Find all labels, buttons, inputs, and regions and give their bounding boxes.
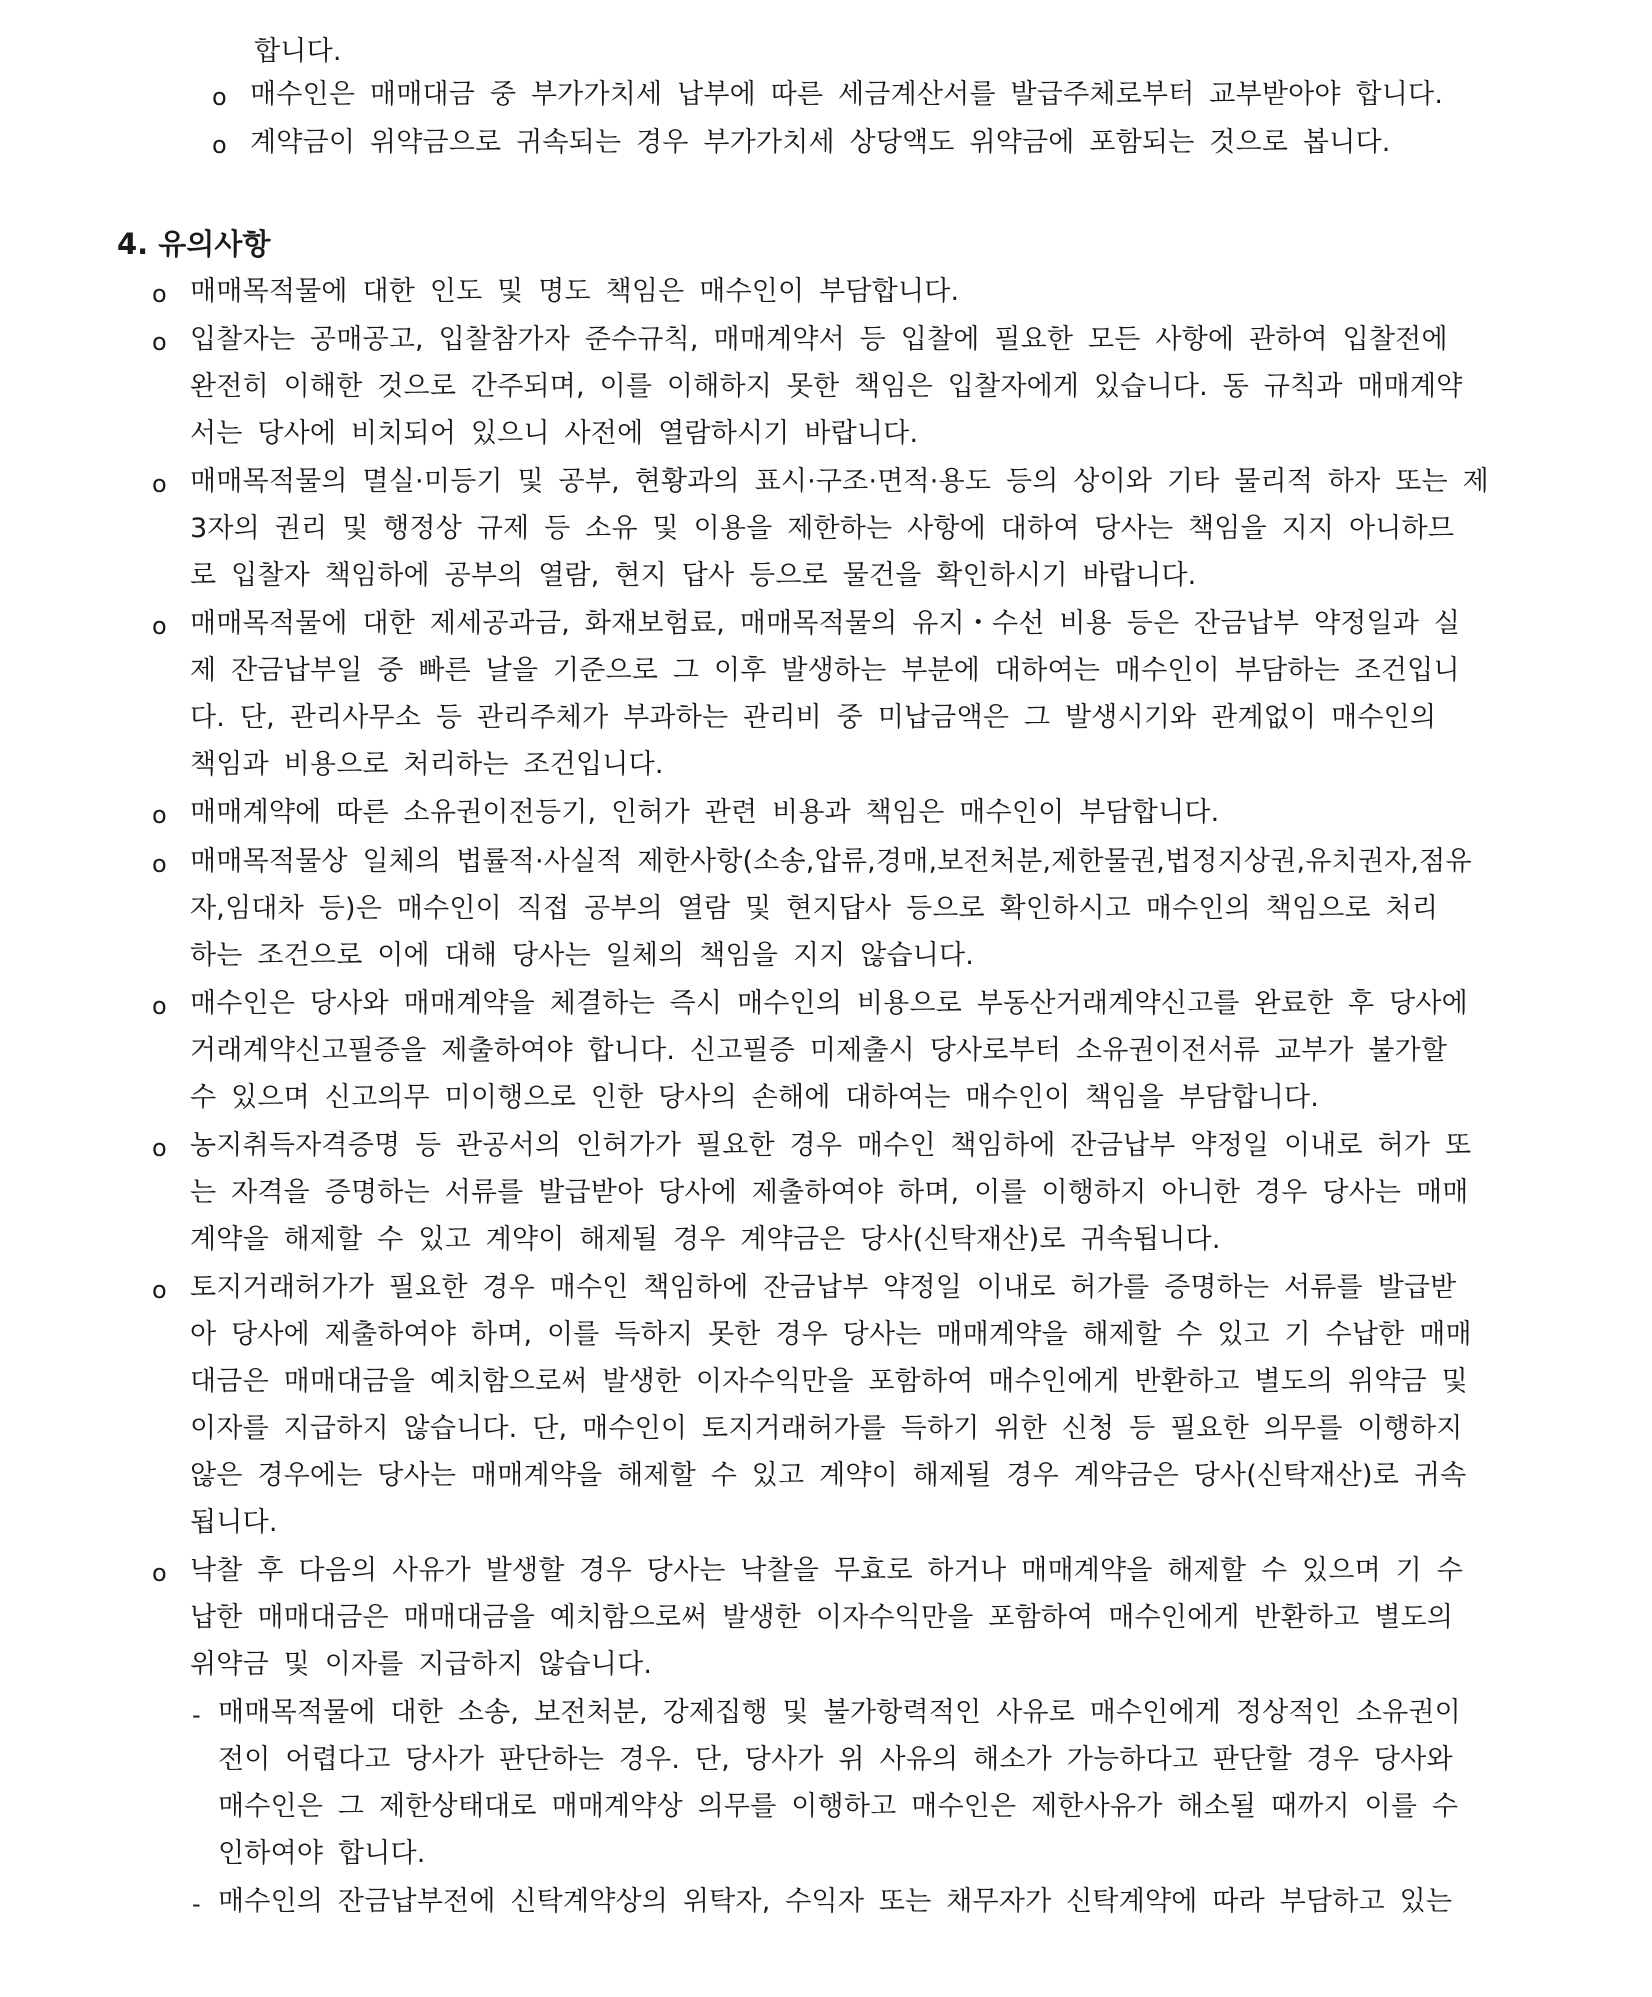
bullet-marker: o bbox=[152, 801, 167, 829]
list-item-line: 아 당사에 제출하여야 하며, 이를 득하지 못한 경우 당사는 매매계약을 해제할 수 있고 기 수납한 매매 bbox=[190, 1319, 1472, 1350]
list-item-line: 않은 경우에는 당사는 매매계약을 해제할 수 있고 계약이 해제될 경우 계약금은 당사(신탁재산)로 귀속 bbox=[190, 1460, 1467, 1491]
bullet-marker: o bbox=[152, 328, 167, 356]
list-item-line: 거래계약신고필증을 제출하여야 합니다. 신고필증 미제출시 당사로부터 소유권이전서류 교부가 불가할 bbox=[190, 1035, 1448, 1066]
sub-item-line: 매수인의 잔금납부전에 신탁계약상의 위탁자, 수익자 또는 채무자가 신탁계약에 따라 부담하고 있는 bbox=[218, 1886, 1453, 1917]
list-item-line: 매수인은 당사와 매매계약을 체결하는 즉시 매수인의 비용으로 부동산거래계약신고를 완료한 후 당사에 bbox=[190, 988, 1468, 1019]
bullet-marker: o bbox=[152, 992, 167, 1020]
list-item-line: 책임과 비용으로 처리하는 조건입니다. bbox=[190, 749, 664, 780]
list-item-line: 매매목적물상 일체의 법률적·사실적 제한사항(소송,압류,경매,보전처분,제한물권,법정지상권,유치권자,점유 bbox=[190, 846, 1472, 877]
list-item-line: 자,임대차 등)은 매수인이 직접 공부의 열람 및 현지답사 등으로 확인하시고 매수인의 책임으로 처리 bbox=[190, 893, 1439, 924]
sub-item-line: 인하여야 합니다. bbox=[218, 1838, 426, 1869]
list-item-line: 납한 매매대금은 매매대금을 예치함으로써 발생한 이자수익만을 포함하여 매수인에게 반환하고 별도의 bbox=[190, 1602, 1454, 1633]
list-item-line: 됩니다. bbox=[190, 1507, 278, 1538]
list-item-line: 대금은 매매대금을 예치함으로써 발생한 이자수익만을 포함하여 매수인에게 반환하고 별도의 위약금 및 bbox=[190, 1366, 1468, 1397]
list-item-text: 계약금이 위약금으로 귀속되는 경우 부가가치세 상당액도 위약금에 포함되는 것으로 봅니다. bbox=[250, 127, 1391, 158]
sub-item-line: 매매목적물에 대한 소송, 보전처분, 강제집행 및 불가항력적인 사유로 매수인에게 정상적인 소유권이 bbox=[218, 1697, 1461, 1728]
list-item-line: 다. 단, 관리사무소 등 관리주체가 부과하는 관리비 중 미납금액은 그 발생시기와 관계없이 매수인의 bbox=[190, 702, 1437, 733]
section-heading: 4. 유의사항 bbox=[117, 227, 271, 261]
list-item-line: 제 잔금납부일 중 빠른 날을 기준으로 그 이후 발생하는 부분에 대하여는 매수인이 부담하는 조건입니 bbox=[190, 655, 1460, 686]
list-item-line: 계약을 해제할 수 있고 계약이 해제될 경우 계약금은 당사(신탁재산)로 귀속됩니다. bbox=[190, 1224, 1221, 1255]
list-item-line: 이자를 지급하지 않습니다. 단, 매수인이 토지거래허가를 득하기 위한 신청 등 필요한 의무를 이행하지 bbox=[190, 1413, 1463, 1444]
bullet-marker: o bbox=[152, 470, 167, 498]
list-item-line: 매매목적물에 대한 제세공과금, 화재보험료, 매매목적물의 유지・수선 비용 등은 잔금납부 약정일과 실 bbox=[190, 608, 1461, 639]
dash-marker: - bbox=[192, 1701, 201, 1729]
list-item-line: 3자의 권리 및 행정상 규제 등 소유 및 이용을 제한하는 사항에 대하여 당사는 책임을 지지 아니하므 bbox=[190, 513, 1455, 544]
list-item-line: 완전히 이해한 것으로 간주되며, 이를 이해하지 못한 책임은 입찰자에게 있습니다. 동 규칙과 매매계약 bbox=[190, 371, 1463, 402]
bullet-marker: o bbox=[152, 850, 167, 878]
list-item-line: 는 자격을 증명하는 서류를 발급받아 당사에 제출하여야 하며, 이를 이행하지 아니한 경우 당사는 매매 bbox=[190, 1177, 1469, 1208]
bullet-marker: o bbox=[212, 83, 227, 111]
list-item-line: 입찰자는 공매공고, 입찰참가자 준수규칙, 매매계약서 등 입찰에 필요한 모든 사항에 관하여 입찰전에 bbox=[190, 324, 1448, 355]
bullet-marker: o bbox=[152, 612, 167, 640]
sub-item-line: 매수인은 그 제한상태대로 매매계약상 의무를 이행하고 매수인은 제한사유가 해소될 때까지 이를 수 bbox=[218, 1791, 1459, 1822]
list-item-line: 수 있으며 신고의무 미이행으로 인한 당사의 손해에 대하여는 매수인이 책임을 부담합니다. bbox=[190, 1082, 1320, 1113]
list-item-line: 농지취득자격증명 등 관공서의 인허가가 필요한 경우 매수인 책임하에 잔금납부 약정일 이내로 허가 또 bbox=[190, 1130, 1472, 1161]
list-item-line: 서는 당사에 비치되어 있으니 사전에 열람하시기 바랍니다. bbox=[190, 418, 919, 449]
list-item-line: 위약금 및 이자를 지급하지 않습니다. bbox=[190, 1649, 653, 1680]
bullet-marker: o bbox=[152, 1134, 167, 1162]
continued-text-line: 합니다. bbox=[254, 36, 342, 67]
bullet-marker: o bbox=[212, 131, 227, 159]
list-item-line: 하는 조건으로 이에 대해 당사는 일체의 책임을 지지 않습니다. bbox=[190, 940, 975, 971]
bullet-marker: o bbox=[152, 280, 167, 308]
list-item-line: 매매목적물에 대한 인도 및 명도 책임은 매수인이 부담합니다. bbox=[190, 276, 960, 307]
list-item-line: 토지거래허가가 필요한 경우 매수인 책임하에 잔금납부 약정일 이내로 허가를 증명하는 서류를 발급받 bbox=[190, 1272, 1457, 1303]
list-item-text: 매수인은 매매대금 중 부가가치세 납부에 따른 세금계산서를 발급주체로부터 교부받아야 합니다. bbox=[250, 79, 1444, 110]
list-item-line: 매매계약에 따른 소유권이전등기, 인허가 관련 비용과 책임은 매수인이 부담합니다. bbox=[190, 797, 1220, 828]
bullet-marker: o bbox=[152, 1559, 167, 1587]
list-item-line: 로 입찰자 책임하에 공부의 열람, 현지 답사 등으로 물건을 확인하시기 바랍니다. bbox=[190, 560, 1197, 591]
dash-marker: - bbox=[192, 1890, 201, 1918]
bullet-marker: o bbox=[152, 1276, 167, 1304]
list-item-line: 낙찰 후 다음의 사유가 발생할 경우 당사는 낙찰을 무효로 하거나 매매계약을 해제할 수 있으며 기 수 bbox=[190, 1555, 1464, 1586]
list-item-line: 매매목적물의 멸실·미등기 및 공부, 현황과의 표시·구조·면적·용도 등의 상이와 기타 물리적 하자 또는 제 bbox=[190, 466, 1489, 497]
sub-item-line: 전이 어렵다고 당사가 판단하는 경우. 단, 당사가 위 사유의 해소가 가능하다고 판단할 경우 당사와 bbox=[218, 1744, 1453, 1775]
